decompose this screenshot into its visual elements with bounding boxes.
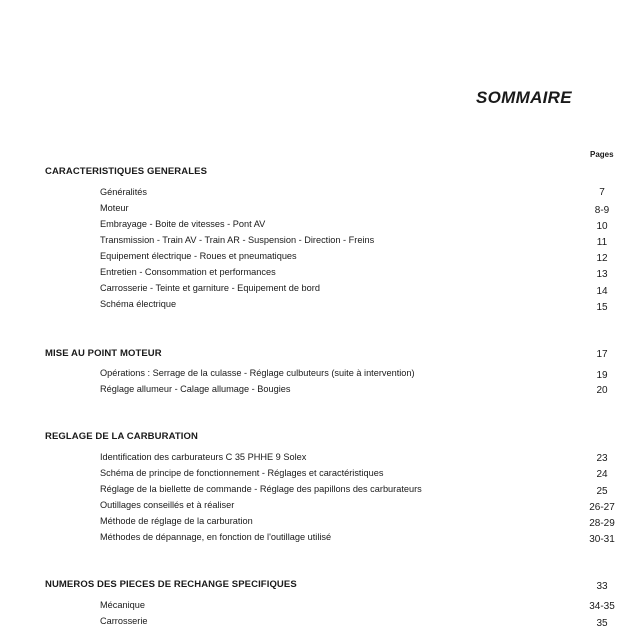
toc-item-page: 11 [596, 237, 608, 248]
toc-item-page: 26-27 [589, 502, 615, 513]
toc-item-label: Réglage de la biellette de commande - Réglage des papillons des carburateurs [100, 484, 422, 494]
toc-item-label: Opérations : Serrage de la culasse - Réglage culbuteurs (suite à intervention) [100, 368, 415, 378]
toc-item-page: 28-29 [589, 518, 615, 529]
toc-item-label: Carrosserie - Teinte et garniture - Equipement de bord [100, 283, 320, 293]
toc-item-label: Méthode de réglage de la carburation [100, 516, 253, 526]
section-title: NUMEROS DES PIECES DE RECHANGE SPECIFIQUES [45, 579, 297, 590]
toc-item-page: 14 [596, 286, 608, 297]
toc-item-page: 20 [596, 385, 608, 396]
toc-item-page: 35 [596, 618, 608, 629]
toc-item-page: 30-31 [589, 534, 615, 545]
toc-item-label: Schéma de principe de fonctionnement - Réglages et caractéristiques [100, 468, 384, 478]
toc-item-label: Identification des carburateurs C 35 PHHE 9 Solex [100, 452, 307, 462]
toc-item-page: 8-9 [594, 205, 610, 216]
toc-item-page: 23 [596, 453, 608, 464]
toc-item-label: Généralités [100, 187, 147, 197]
toc-item-label: Outillages conseillés et à réaliser [100, 500, 235, 510]
toc-item-label: Carrosserie [100, 616, 148, 626]
pages-column-header: Pages [590, 150, 614, 159]
section-page: 17 [596, 349, 608, 360]
toc-item-label: Entretien - Consommation et performances [100, 267, 276, 277]
toc-item-page: 12 [596, 253, 608, 264]
toc-item-label: Méthodes de dépannage, en fonction de l'outillage utilisé [100, 532, 332, 542]
toc-item-label: Equipement électrique - Roues et pneumatiques [100, 251, 297, 261]
toc-item-page: 34-35 [589, 601, 615, 612]
toc-item-page: 24 [596, 469, 608, 480]
section-title: CARACTERISTIQUES GENERALES [45, 166, 208, 177]
toc-item-page: 10 [596, 221, 608, 232]
toc-item-page: 25 [596, 486, 608, 497]
section-title: MISE AU POINT MOTEUR [45, 348, 162, 359]
toc-item-label: Embrayage - Boite de vitesses - Pont AV [100, 219, 266, 229]
section-page: 33 [596, 581, 608, 592]
toc-item-page: 13 [596, 269, 608, 280]
toc-item-page: 7 [599, 187, 605, 198]
toc-item-page: 19 [596, 370, 608, 381]
toc-item-label: Transmission - Train AV - Train AR - Suspension - Direction - Freins [100, 235, 375, 245]
toc-item-label: Réglage allumeur - Calage allumage - Bougies [100, 384, 291, 394]
toc-item-label: Schéma électrique [100, 299, 177, 309]
section-title: REGLAGE DE LA CARBURATION [45, 431, 198, 442]
toc-item-page: 15 [596, 302, 608, 313]
toc-item-label: Moteur [100, 203, 129, 213]
page-title: SOMMAIRE [476, 88, 572, 107]
toc-item-label: Mécanique [100, 600, 145, 610]
